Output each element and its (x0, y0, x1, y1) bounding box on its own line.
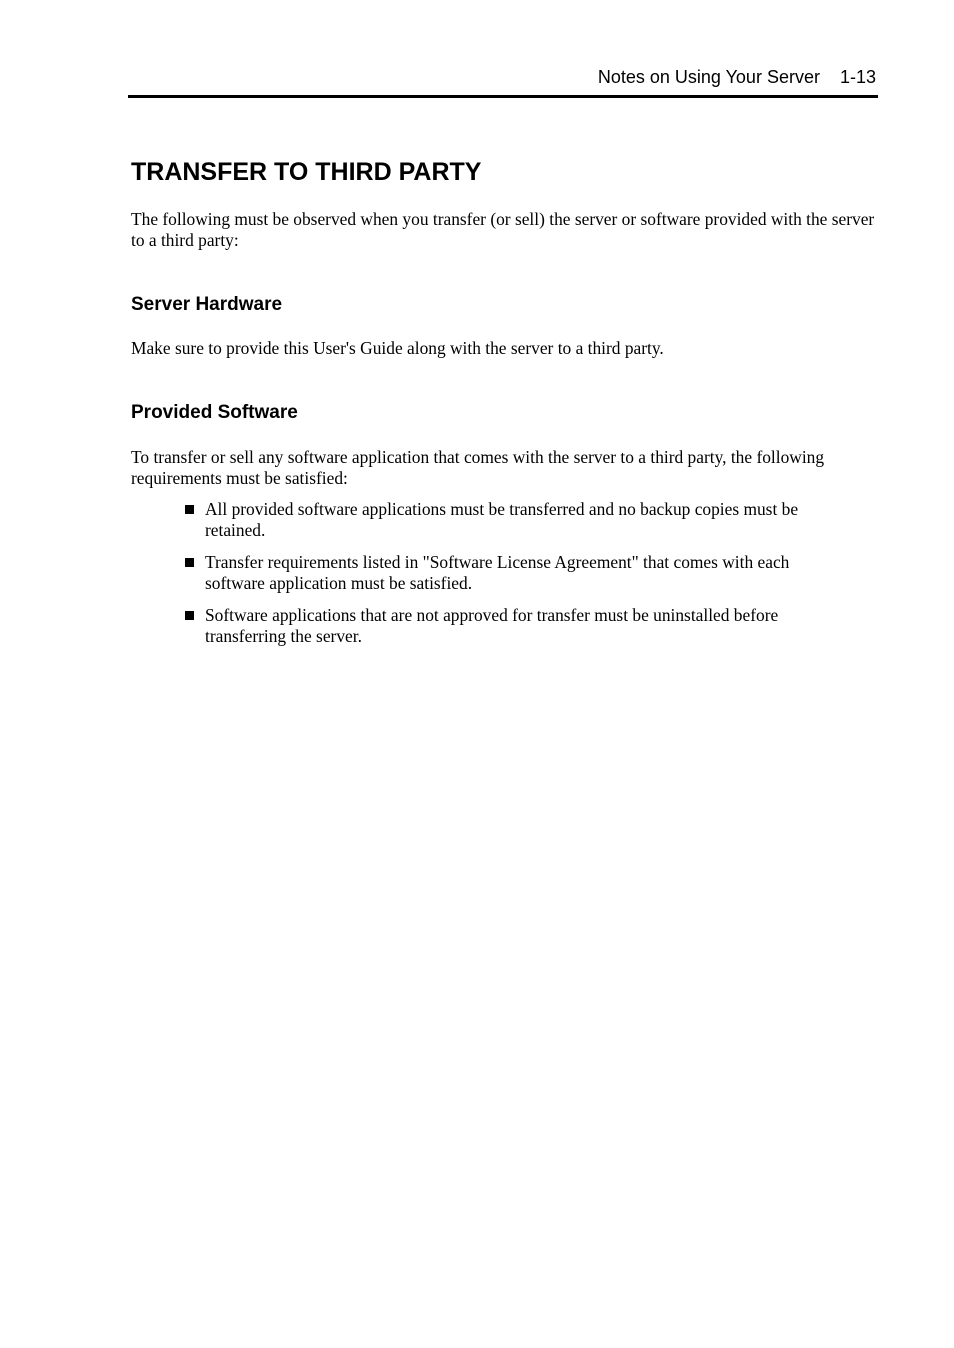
provided-software-heading: Provided Software (131, 402, 298, 423)
list-item-text: Software applications that are not approved for transfer must be uninstalled before transferring the server. (205, 605, 779, 646)
list-item (205, 605, 876, 647)
server-hardware-paragraph: Make sure to provide this User's Guide along with the server to a third party. (131, 338, 664, 358)
list-item (205, 499, 876, 541)
section-title: TRANSFER TO THIRD PARTY (131, 158, 482, 186)
header-rule (128, 95, 878, 98)
list-item-text: Transfer requirements listed in "Software License Agreement" that comes with each software application must be satisfied. (205, 552, 790, 593)
server-hardware-heading: Server Hardware (131, 294, 283, 315)
page-number: 1-13 (839, 67, 876, 87)
intro-paragraph: The following must be observed when you transfer (or sell) the server or software provided with the server to a third party: (131, 209, 875, 250)
list-item (205, 552, 876, 594)
provided-software-paragraph: To transfer or sell any software application that comes with the server to a third party, the following requirements must be satisfied: (131, 447, 825, 488)
running-header (128, 64, 878, 90)
list-item-text: All provided software applications must be transferred and no backup copies must be retained. (205, 499, 799, 540)
running-header-title: Notes on Using Your Server (597, 67, 820, 87)
square-bullet-icon (185, 611, 194, 620)
square-bullet-icon (185, 558, 194, 567)
square-bullet-icon (185, 505, 194, 514)
requirements-list (131, 499, 876, 647)
page-content (131, 154, 876, 658)
